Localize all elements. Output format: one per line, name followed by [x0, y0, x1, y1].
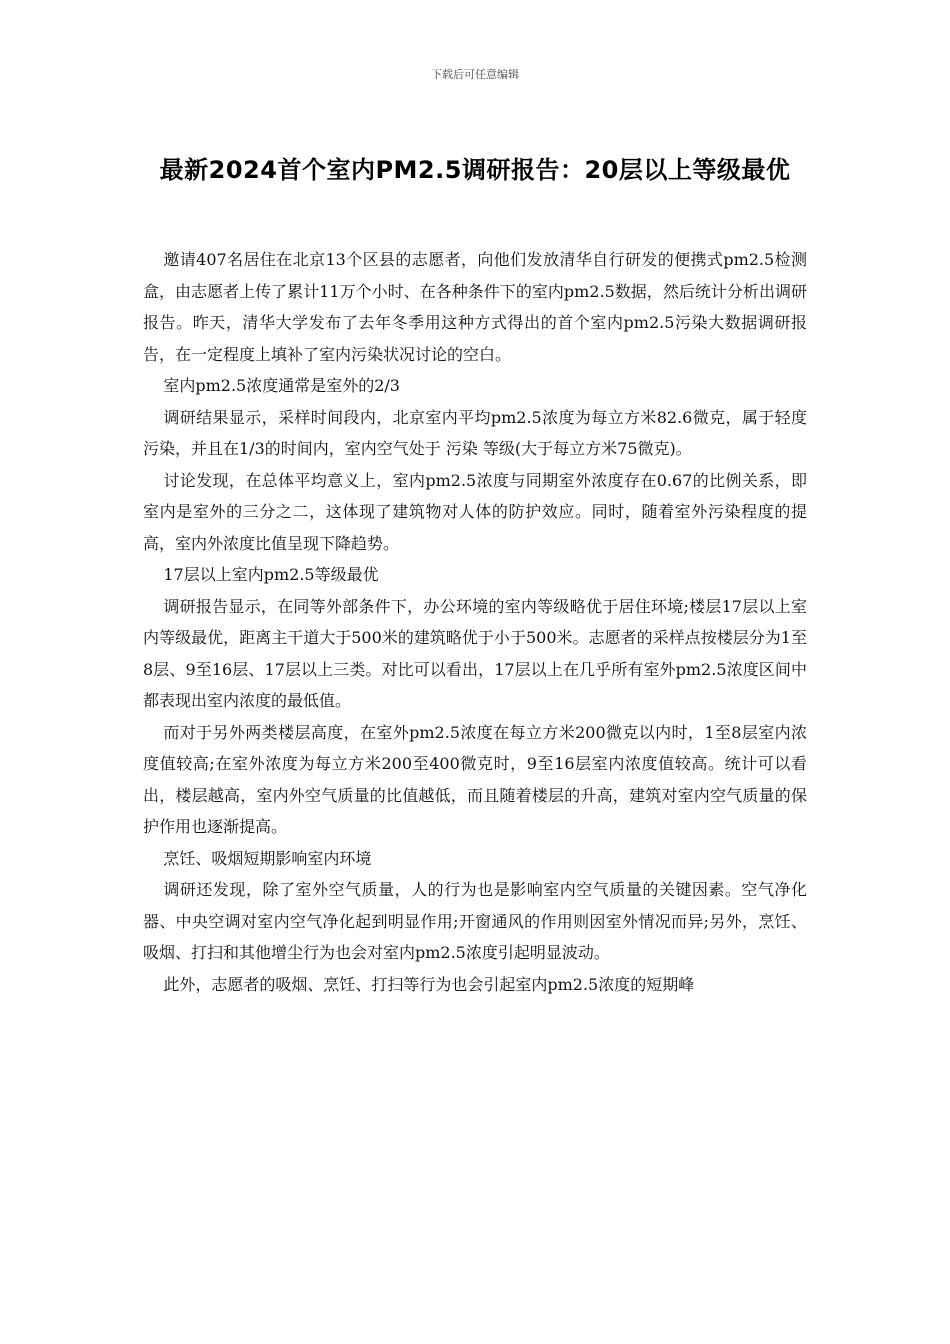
- paragraph: 邀请407名居住在北京13个区县的志愿者，向他们发放清华自行研发的便携式pm2.5检测盒，由志愿者上传了累计11万个小时、在各种条件下的室内pm2.5数据，然后统计分析出调研报告。昨天，清华大学发布了去年冬季用这种方式得出的首个室内pm2.5污染大数据调研报告，在一定程度上填补了室内污染状况讨论的空白。: [143, 250, 807, 364]
- paragraph: 调研报告显示，在同等外部条件下，办公环境的室内等级略优于居住环境;楼层17层以上室内等级最优，距离主干道大于500米的建筑略优于小于500米。志愿者的采样点按楼层分为1至8层、9至16层、17层以上三类。对比可以看出，17层以上在几乎所有室外pm2.5浓度区间中都表现出室内浓度的最低值。: [143, 596, 807, 710]
- section-heading: 17层以上室内pm2.5等级最优: [163, 565, 379, 584]
- paragraph: 此外，志愿者的吸烟、烹饪、打扫等行为也会引起室内pm2.5浓度的短期峰: [163, 974, 695, 994]
- paragraph: 调研还发现，除了室外空气质量，人的行为也是影响室内空气质量的关键因素。空气净化器、中央空调对室内空气净化起到明显作用;开窗通风的作用则因室外情况而异;另外，烹饪、吸烟、打扫和其他增尘行为也会对室内pm2.5浓度引起明显波动。: [143, 880, 807, 962]
- paragraph: 而对于另外两类楼层高度，在室外pm2.5浓度在每立方米200微克以内时，1至8层室内浓度值较高;在室外浓度为每立方米200至400微克时，9至16层室内浓度值较高。统计可以看出，楼层越高，室内外空气质量的比值越低，而且随着楼层的升高，建筑对室内空气质量的保护作用也逐渐提高。: [143, 722, 807, 836]
- document-body: [143, 244, 807, 1000]
- paragraph: 调研结果显示，采样时间段内，北京室内平均pm2.5浓度为每立方米82.6微克，属于轻度污染，并且在1/3的时间内，室内空气处于 污染 等级(大于每立方米75微克)。: [143, 407, 807, 458]
- paragraph: 讨论发现，在总体平均意义上，室内pm2.5浓度与同期室外浓度存在0.67的比例关系，即室内是室外的三分之二，这体现了建筑物对人体的防护效应。同时，随着室外污染程度的提高，室内外浓度比值呈现下降趋势。: [143, 470, 807, 553]
- document-title: 最新2024首个室内PM2.5调研报告：20层以上等级最优: [159, 156, 791, 184]
- header-note: 下载后可任意编辑: [431, 68, 519, 81]
- section-heading: 室内pm2.5浓度通常是室外的2/3: [163, 376, 400, 395]
- section-heading: 烹饪、吸烟短期影响室内环境: [163, 848, 372, 868]
